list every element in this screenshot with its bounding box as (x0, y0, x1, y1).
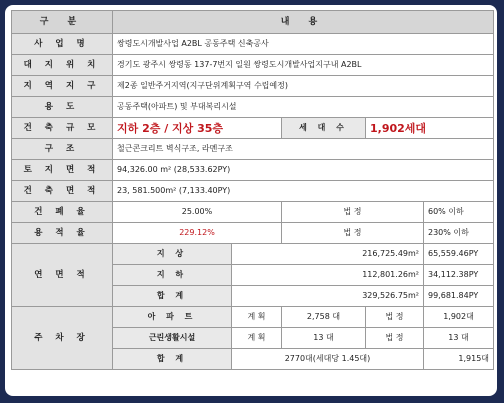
table-row (12, 307, 494, 328)
parking-legal-label: 법 정 (366, 307, 424, 328)
summary-frame (5, 5, 497, 396)
site-area-value: 94,326.00 m² (28,533.62PY) (113, 160, 494, 181)
parking-plan-value: 13 대 (282, 328, 366, 349)
zoning-value: 제2종 일반주거지역(지구단위계획구역 수립예정) (113, 76, 494, 97)
coverage-value: 25.00% (113, 202, 282, 223)
far-legal-value: 230% 이하 (424, 223, 494, 244)
row-label: 용 도 (12, 97, 113, 118)
row-label: 지 역 지 구 (12, 76, 113, 97)
row-label: 토 지 면 적 (12, 160, 113, 181)
row-label: 대 지 위 치 (12, 55, 113, 76)
row-label: 구 조 (12, 139, 113, 160)
project-overview-table (11, 10, 494, 370)
table-row (12, 223, 494, 244)
table-row (12, 55, 494, 76)
households-value: 1,902세대 (366, 118, 494, 139)
table-row (12, 34, 494, 55)
header-category: 구 분 (12, 11, 113, 34)
table-row (12, 160, 494, 181)
floor-area-sub-label: 합 계 (113, 286, 232, 307)
far-legal-label: 법 정 (282, 223, 424, 244)
coverage-legal-label: 법 정 (282, 202, 424, 223)
floor-area-sub-label: 지 상 (113, 244, 232, 265)
households-label: 세 대 수 (282, 118, 366, 139)
parking-sub-label: 합 계 (113, 349, 232, 370)
parking-plan-value: 2,758 대 (282, 307, 366, 328)
floor-area-py: 99,681.84PY (424, 286, 494, 307)
table-row (12, 202, 494, 223)
floor-area-py: 65,559.46PY (424, 244, 494, 265)
project-name-value: 쌍령도시개발사업 A2BL 공동주택 신축공사 (113, 34, 494, 55)
floor-area-sub-label: 지 하 (113, 265, 232, 286)
floor-area-m2: 216,725.49m² (232, 244, 424, 265)
structure-value: 철근콘크리트 벽식구조, 라멘구조 (113, 139, 494, 160)
parking-label: 주 차 장 (12, 307, 113, 370)
floor-area-m2: 112,801.26m² (232, 265, 424, 286)
parking-plan-label: 계 획 (232, 307, 282, 328)
parking-legal-value: 13 대 (424, 328, 494, 349)
row-label: 건 축 면 적 (12, 181, 113, 202)
parking-legal-value: 1,902대 (424, 307, 494, 328)
floor-area-m2: 329,526.75m² (232, 286, 424, 307)
floor-area-py: 34,112.38PY (424, 265, 494, 286)
row-label: 건 축 규 모 (12, 118, 113, 139)
header-content: 내 용 (113, 11, 494, 34)
use-value: 공동주택(아파트) 및 부대복리시설 (113, 97, 494, 118)
parking-legal-label: 법 정 (366, 328, 424, 349)
location-value: 경기도 광주시 쌍령동 137-7번지 일원 쌍령도시개발사업지구내 A2BL (113, 55, 494, 76)
far-value: 229.12% (113, 223, 282, 244)
floor-area-label: 연 면 적 (12, 244, 113, 307)
table-header-row (12, 11, 494, 34)
coverage-legal-value: 60% 이하 (424, 202, 494, 223)
building-area-value: 23, 581.500m² (7,133.40PY) (113, 181, 494, 202)
parking-sub-label: 근린생활시설 (113, 328, 232, 349)
parking-total-legal: 1,915대 (424, 349, 494, 370)
table-row (12, 76, 494, 97)
row-label: 사 업 명 (12, 34, 113, 55)
row-label: 건 폐 율 (12, 202, 113, 223)
row-label: 용 적 율 (12, 223, 113, 244)
table-row (12, 97, 494, 118)
table-row (12, 139, 494, 160)
table-row (12, 244, 494, 265)
scale-value: 지하 2층 / 지상 35층 (113, 118, 282, 139)
table-row (12, 181, 494, 202)
table-row (12, 118, 494, 139)
parking-sub-label: 아 파 트 (113, 307, 232, 328)
parking-total-plan: 2770대(세대당 1.45대) (232, 349, 424, 370)
parking-plan-label: 계 획 (232, 328, 282, 349)
